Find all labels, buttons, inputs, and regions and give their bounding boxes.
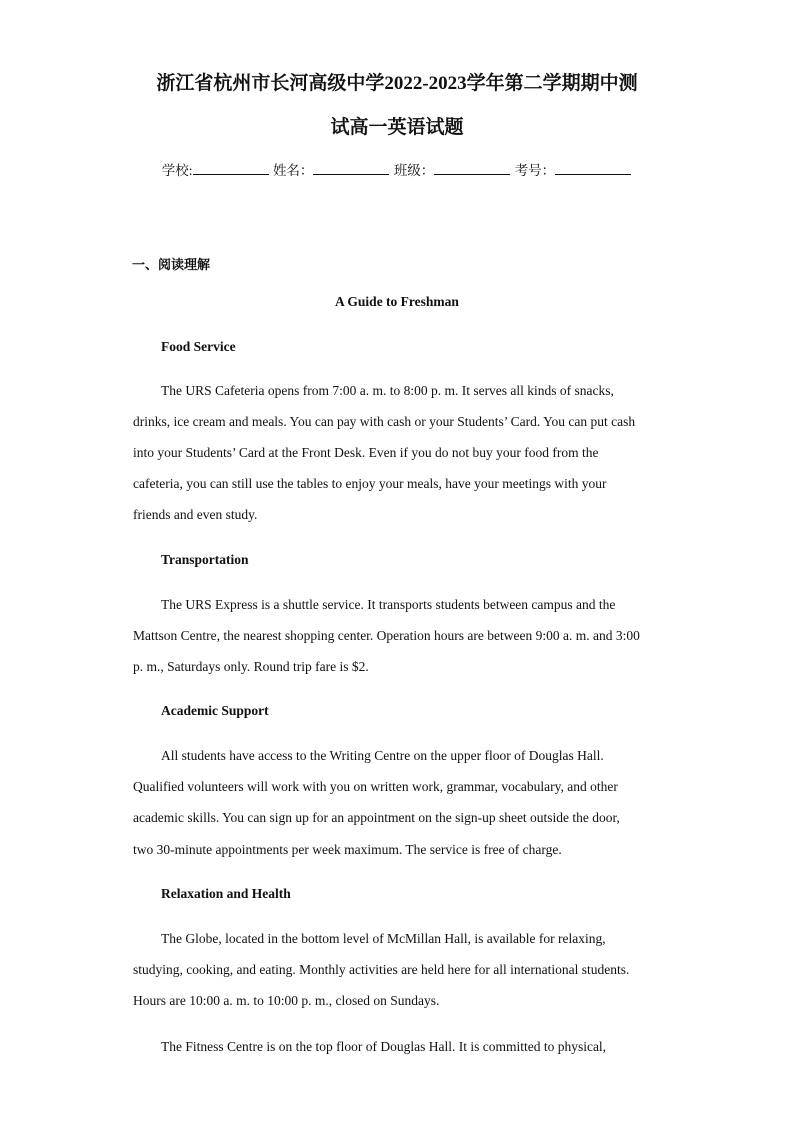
number-label: 考号：	[514, 163, 556, 178]
class-blank[interactable]	[434, 162, 510, 175]
paragraph-line: drinks, ice cream and meals. You can pay with cash or your Students’ Card. You can put cash	[133, 414, 636, 429]
document-title-line-2: 试高一英语试题	[330, 117, 464, 138]
name-label: 姓名：	[272, 163, 314, 178]
paragraph-line: All students have access to the Writing Centre on the upper floor of Douglas Hall.	[161, 748, 604, 763]
paragraph-line: friends and even study.	[133, 507, 258, 522]
paragraph-line: Hours are 10:00 a. m. to 10:00 p. m., closed on Sundays.	[133, 993, 440, 1008]
paragraph-line: studying, cooking, and eating. Monthly activities are held here for all international students.	[133, 962, 630, 977]
number-blank[interactable]	[555, 162, 631, 175]
paragraph-line: The Globe, located in the bottom level of McMillan Hall, is available for relaxing,	[161, 931, 606, 946]
school-label: 学校:	[161, 163, 193, 178]
document-title-line-1: 浙江省杭州市长河高级中学2022-2023学年第二学期期中测	[156, 73, 638, 94]
paragraph-line: p. m., Saturdays only. Round trip fare is $2.	[133, 659, 369, 674]
paragraph-line: The URS Cafeteria opens from 7:00 a. m. to 8:00 p. m. It serves all kinds of snacks,	[161, 383, 614, 398]
subheading-food-service: Food Service	[161, 339, 236, 354]
paragraph-line: into your Students’ Card at the Front Desk. Even if you do not buy your food from the	[133, 445, 599, 460]
paragraph-line: Mattson Centre, the nearest shopping center. Operation hours are between 9:00 a. m. and 3:00	[133, 628, 640, 643]
passage-title: A Guide to Freshman	[335, 294, 459, 309]
paragraph-line: The URS Express is a shuttle service. It transports students between campus and the	[161, 597, 616, 612]
paragraph-line: cafeteria, you can still use the tables to enjoy your meals, have your meetings with your	[133, 476, 607, 491]
class-label: 班级：	[393, 163, 435, 178]
subheading-transportation: Transportation	[161, 552, 249, 567]
paragraph-line: Qualified volunteers will work with you on written work, grammar, vocabulary, and other	[133, 779, 618, 794]
paragraph-line: academic skills. You can sign up for an appointment on the sign-up sheet outside the door,	[133, 810, 620, 825]
paragraph-line: two 30-minute appointments per week maximum. The service is free of charge.	[133, 842, 562, 857]
section-heading: 一、阅读理解	[132, 257, 211, 272]
student-info-row	[0, 159, 794, 179]
paragraph-line: The Fitness Centre is on the top floor of Douglas Hall. It is committed to physical,	[161, 1039, 607, 1054]
subheading-academic-support: Academic Support	[161, 703, 269, 718]
name-blank[interactable]	[313, 162, 389, 175]
subheading-relaxation-and-health: Relaxation and Health	[161, 886, 291, 901]
school-blank[interactable]	[193, 162, 269, 175]
